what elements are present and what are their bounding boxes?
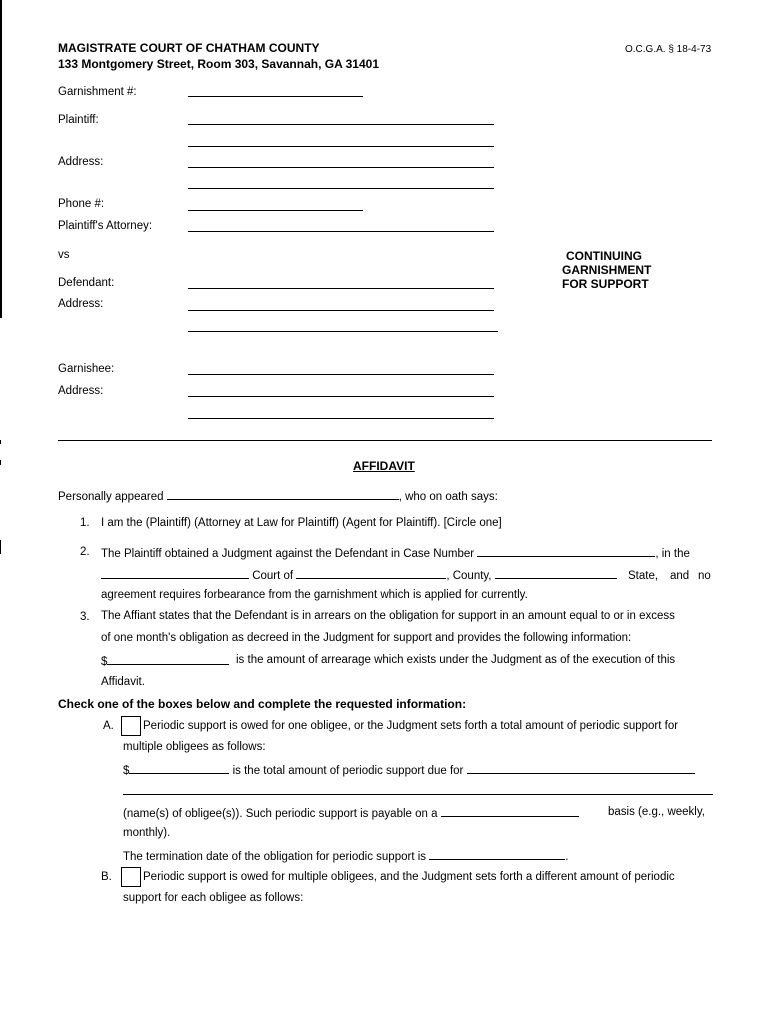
- item-3-line-3: [101, 653, 229, 669]
- item-3-line-4: Affidavit.: [101, 676, 145, 688]
- court-name: MAGISTRATE COURT OF CHATHAM COUNTY: [58, 41, 320, 55]
- scan-edge-mark: [0, 460, 1, 465]
- option-a-line-5-text: (name(s) of obligee(s)). Such periodic support is payable on a: [123, 808, 438, 820]
- option-b-checkbox[interactable]: [121, 867, 141, 887]
- scan-edge-mark: [0, 440, 1, 444]
- period: .: [565, 851, 569, 863]
- item-1-text: I am the (Plaintiff) (Attorney at Law for Plaintiff) (Agent for Plaintiff). [Circle one]: [101, 517, 502, 529]
- affiant-name-field[interactable]: [167, 488, 399, 500]
- defendant-label: Defendant:: [58, 277, 115, 289]
- arrearage-amount-field[interactable]: [107, 653, 229, 665]
- option-a-checkbox[interactable]: [121, 716, 141, 736]
- option-a-line-5: [123, 805, 579, 821]
- phone-label: Phone #:: [58, 198, 105, 210]
- plaintiff-label: Plaintiff:: [58, 114, 99, 126]
- item-2-line-1: [101, 545, 690, 561]
- support-due-for-field[interactable]: [467, 762, 695, 774]
- no-text: no: [698, 570, 711, 582]
- dollar-sign: $: [123, 765, 130, 777]
- dollar-sign: $: [101, 656, 108, 668]
- document-title-line-2: GARNISHMENT: [562, 263, 652, 277]
- intro-text-end: , who on oath says:: [398, 491, 498, 503]
- court-type-field[interactable]: [101, 567, 249, 579]
- garnishee-address-label: Address:: [58, 385, 104, 397]
- check-instruction: Check one of the boxes below and complete the requested information:: [58, 697, 467, 711]
- item-number: 3.: [80, 611, 90, 623]
- option-a-line-6: monthly).: [123, 827, 171, 839]
- garnishment-number-label: Garnishment #:: [58, 86, 137, 98]
- state-field[interactable]: [495, 567, 617, 579]
- defendant-address-field-2[interactable]: [188, 331, 498, 332]
- option-a-line-7: [123, 848, 568, 864]
- defendant-field[interactable]: [188, 288, 494, 289]
- garnishee-address-field[interactable]: [188, 396, 494, 397]
- phone-field[interactable]: [188, 210, 363, 211]
- plaintiff-address-field[interactable]: [188, 167, 494, 168]
- county-field[interactable]: [296, 567, 446, 579]
- item-number: 1.: [80, 517, 90, 529]
- affidavit-heading: AFFIDAVIT: [353, 459, 415, 473]
- section-divider: [58, 440, 712, 441]
- option-a-line-7-text: The termination date of the obligation for periodic support is: [123, 851, 427, 863]
- case-number-field[interactable]: [477, 545, 655, 557]
- option-b-line-2: support for each obligee as follows:: [123, 892, 304, 904]
- item-number: 2.: [80, 546, 90, 558]
- item-2-text: The Plaintiff obtained a Judgment against the Defendant in Case Number: [101, 548, 475, 560]
- item-2-line-2: [101, 567, 617, 583]
- scan-edge-mark: [0, 540, 1, 554]
- scan-edge-mark: [0, 0, 2, 318]
- vs-label: vs: [58, 249, 70, 261]
- document-title-line-3: FOR SUPPORT: [562, 277, 649, 291]
- court-address: 133 Montgomery Street, Room 303, Savannah, GA 31401: [58, 57, 380, 71]
- item-2-text-end: , in the: [655, 548, 690, 560]
- option-a-line-2: multiple obligees as follows:: [123, 741, 266, 753]
- court-of-text: Court of: [252, 570, 294, 582]
- option-b-label: B.: [101, 871, 112, 883]
- option-a-line-3: [123, 762, 695, 778]
- item-3-line-2: of one month's obligation as decreed in the Judgment for support and provides the following information:: [101, 632, 632, 644]
- garnishee-label: Garnishee:: [58, 363, 115, 375]
- termination-date-field[interactable]: [429, 848, 565, 860]
- option-a-line-5-end: basis (e.g., weekly,: [608, 806, 705, 818]
- and-text: and: [670, 570, 690, 582]
- item-2-line-3: agreement requires forbearance from the garnishment which is applied for currently.: [101, 589, 528, 601]
- statute-reference: O.C.G.A. § 18-4-73: [625, 44, 712, 55]
- plaintiff-field-2[interactable]: [188, 146, 494, 147]
- garnishee-field[interactable]: [188, 374, 494, 375]
- garnishee-address-field-2[interactable]: [188, 418, 494, 419]
- plaintiff-field[interactable]: [188, 124, 494, 125]
- document-title-line-1: CONTINUING: [566, 249, 642, 263]
- periodic-support-amount-field[interactable]: [129, 762, 229, 774]
- item-3-line-3-text: is the amount of arrearage which exists under the Judgment as of the execution of this: [236, 654, 676, 666]
- garnishment-number-field[interactable]: [188, 96, 363, 97]
- state-text: State,: [628, 570, 659, 582]
- option-a-label: A.: [103, 720, 114, 732]
- obligee-names-field[interactable]: [123, 794, 713, 795]
- intro-text: Personally appeared: [58, 491, 164, 503]
- attorney-label: Plaintiff's Attorney:: [58, 220, 153, 232]
- option-a-line-1: Periodic support is owed for one obligee, or the Judgment sets forth a total amount of periodic support for: [143, 720, 679, 732]
- attorney-field[interactable]: [188, 231, 494, 232]
- affidavit-intro: [58, 488, 498, 504]
- item-3-line-1: The Affiant states that the Defendant is in arrears on the obligation for support in an amount equal to or in excess: [101, 610, 675, 622]
- plaintiff-address-label: Address:: [58, 156, 104, 168]
- defendant-address-label: Address:: [58, 298, 104, 310]
- payment-basis-field[interactable]: [441, 805, 579, 817]
- county-text: , County,: [446, 570, 492, 582]
- option-b-line-1: Periodic support is owed for multiple obligees, and the Judgment sets forth a different amount of periodic: [143, 871, 675, 883]
- defendant-address-field[interactable]: [188, 310, 494, 311]
- option-a-line-3-text: is the total amount of periodic support due for: [232, 765, 464, 777]
- plaintiff-address-field-2[interactable]: [188, 188, 494, 189]
